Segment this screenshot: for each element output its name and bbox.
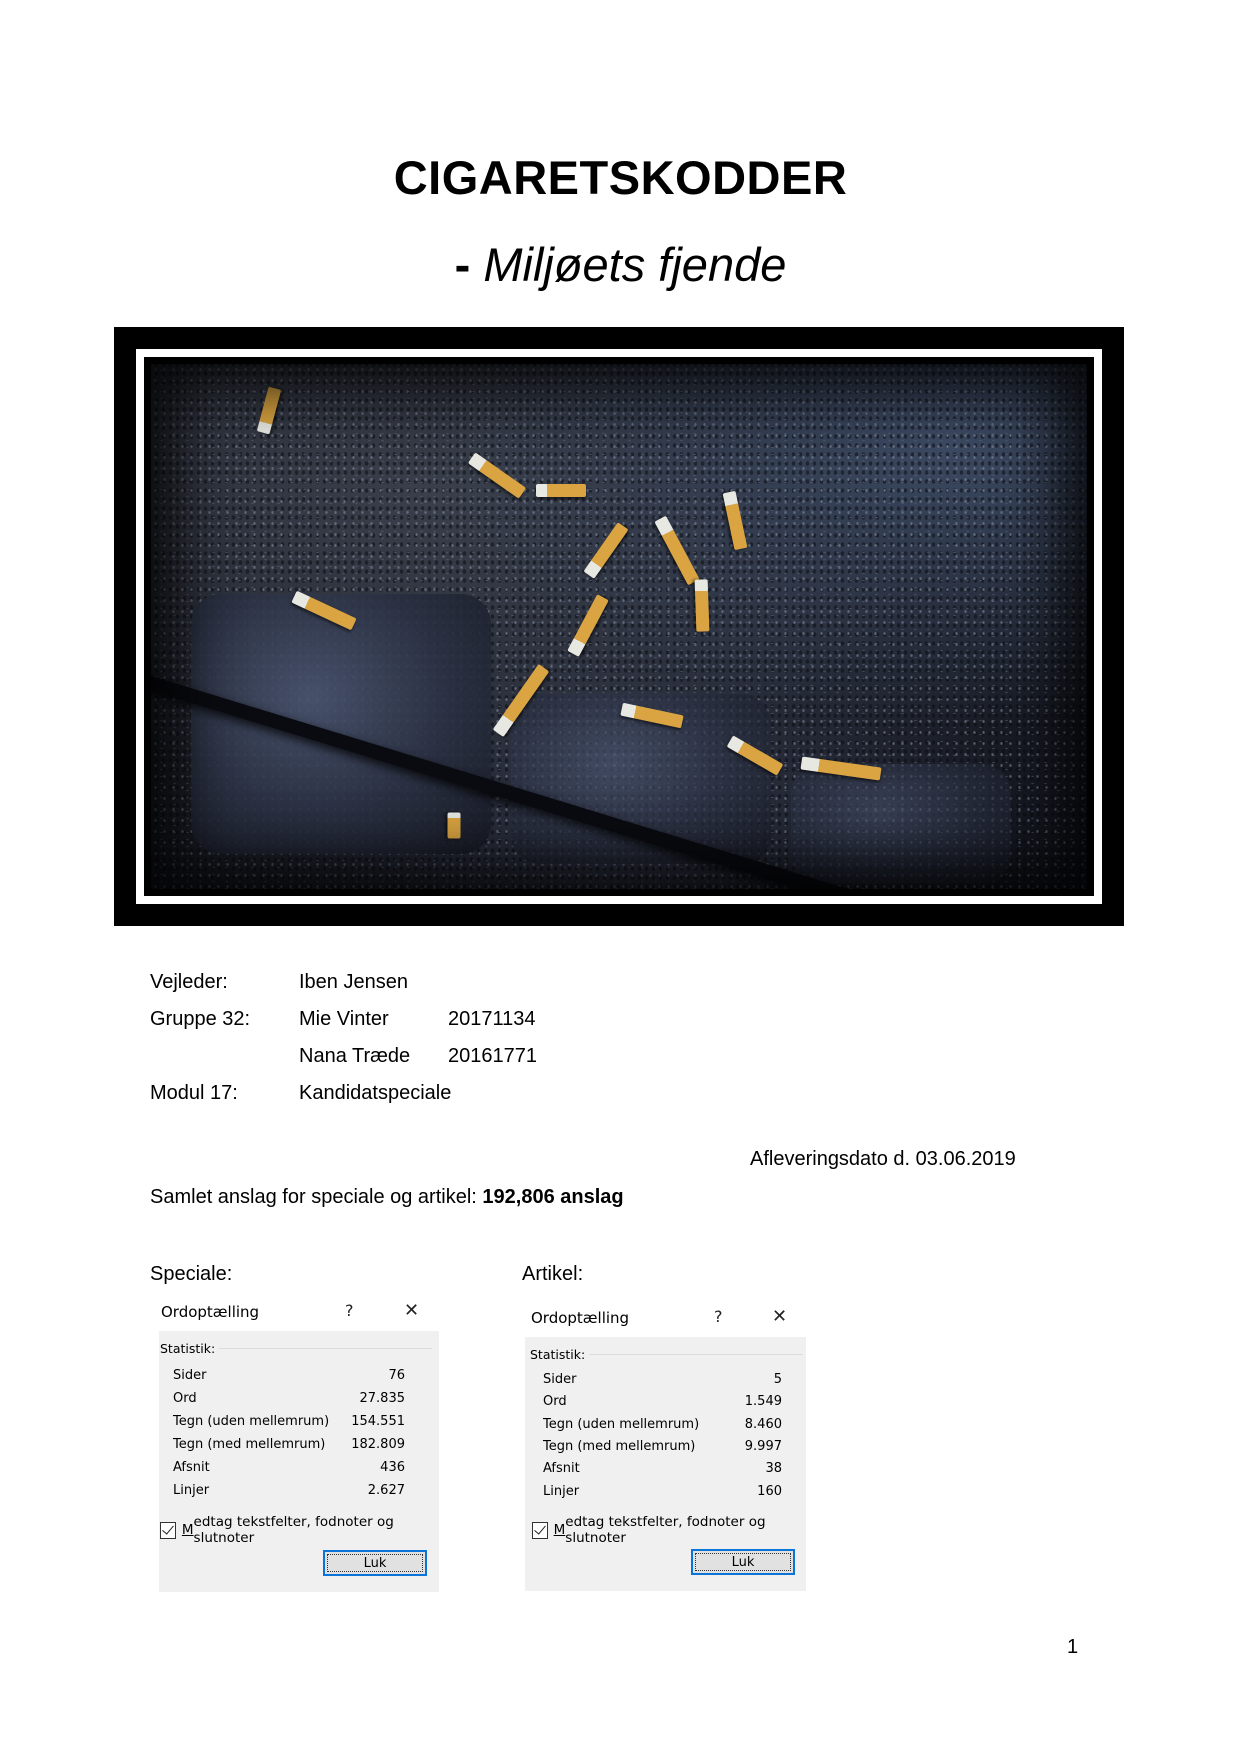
stat-row — [543, 1417, 782, 1439]
stat-key: Sider — [173, 1368, 207, 1383]
frame-inner-border — [144, 357, 1094, 896]
divider — [219, 1348, 432, 1349]
stat-value: 160 — [757, 1484, 782, 1499]
subtitle-dash: - — [454, 238, 471, 291]
stat-row — [173, 1368, 405, 1390]
document-title: CIGARETSKODDER — [393, 151, 848, 204]
stat-value: 27.835 — [359, 1391, 405, 1406]
word-count-dialog-artikel — [525, 1299, 806, 1591]
info-row-group-member — [150, 1038, 588, 1075]
document-subtitle — [0, 237, 1241, 293]
help-icon[interactable]: ? — [714, 1307, 723, 1326]
info-name: Mie Vinter — [299, 1008, 389, 1030]
stat-key: Afsnit — [173, 1460, 210, 1475]
stat-value: 154.551 — [351, 1414, 405, 1429]
close-button[interactable]: Luk — [691, 1549, 795, 1575]
stat-row — [173, 1437, 405, 1459]
stat-row — [173, 1483, 405, 1505]
section-label-speciale: Speciale: — [150, 1263, 233, 1285]
info-id: 20171134 — [448, 1008, 536, 1030]
stat-value: 76 — [388, 1368, 405, 1383]
stat-value: 1.549 — [744, 1394, 782, 1409]
dialog-title: Ordoptælling — [531, 1309, 630, 1327]
close-icon[interactable]: ✕ — [772, 1306, 788, 1327]
photo-vignette — [151, 364, 1087, 889]
dialog-titlebar — [525, 1299, 806, 1337]
checkbox-accesskey: M — [181, 1522, 194, 1538]
submission-date: Afleveringsdato d. 03.06.2019 — [750, 1148, 1016, 1170]
checkbox-checked-icon[interactable] — [160, 1522, 176, 1539]
stat-key: Tegn (uden mellemrum) — [543, 1417, 700, 1432]
subtitle-text: Miljøets fjende — [483, 238, 787, 291]
stat-value: 9.997 — [744, 1439, 782, 1454]
stat-row — [543, 1372, 782, 1394]
frame-white-band — [136, 349, 1102, 904]
total-character-count — [150, 1186, 624, 1209]
stat-value: 5 — [773, 1372, 782, 1387]
info-id — [448, 1075, 588, 1112]
stat-key: Linjer — [543, 1484, 580, 1499]
info-row-module — [150, 1075, 588, 1112]
info-label: Vejleder: — [150, 971, 228, 993]
stat-row — [543, 1439, 782, 1461]
checkbox-accesskey: M — [553, 1522, 566, 1538]
stat-row — [173, 1460, 405, 1482]
checkbox-checked-icon[interactable] — [532, 1522, 548, 1539]
close-button[interactable]: Luk — [323, 1550, 427, 1576]
info-name: Iben Jensen — [299, 971, 408, 993]
info-label — [150, 1038, 299, 1075]
dialog-titlebar — [159, 1293, 439, 1331]
stat-key: Tegn (med mellemrum) — [173, 1437, 326, 1452]
stat-key: Tegn (uden mellemrum) — [173, 1414, 330, 1429]
stat-key: Linjer — [173, 1483, 210, 1498]
info-id: 20161771 — [448, 1045, 537, 1067]
stat-row — [543, 1394, 782, 1416]
statistics-header — [160, 1341, 432, 1356]
checkbox-label: edtag tekstfelter, fodnoter og slutnoter — [565, 1514, 766, 1546]
dialog-body — [159, 1331, 439, 1592]
stat-key: Ord — [173, 1391, 197, 1406]
info-block — [150, 964, 588, 1112]
stat-row — [543, 1461, 782, 1483]
info-id — [448, 964, 588, 1001]
page-number: 1 — [1067, 1636, 1079, 1658]
info-row-supervisor — [150, 964, 588, 1001]
stat-value: 2.627 — [367, 1483, 405, 1498]
close-icon[interactable]: ✕ — [404, 1300, 420, 1321]
statistics-label: Statistik: — [160, 1341, 216, 1356]
help-icon[interactable]: ? — [345, 1301, 354, 1320]
stat-row — [173, 1414, 405, 1436]
info-row-group-member — [150, 1001, 588, 1038]
total-prefix: Samlet anslag for speciale og artikel: — [150, 1186, 483, 1208]
stat-key: Ord — [543, 1394, 567, 1409]
word-count-dialog-speciale — [159, 1293, 439, 1592]
stat-key: Tegn (med mellemrum) — [543, 1439, 696, 1454]
stat-key: Afsnit — [543, 1461, 580, 1476]
statistics-header — [530, 1347, 803, 1362]
stat-value: 182.809 — [351, 1437, 405, 1452]
info-name: Kandidatspeciale — [299, 1082, 452, 1104]
total-value: 192,806 anslag — [482, 1186, 624, 1208]
divider — [589, 1354, 803, 1355]
info-label: Modul 17: — [150, 1082, 238, 1104]
cover-image-frame — [114, 327, 1124, 926]
info-label: Gruppe 32: — [150, 1008, 251, 1030]
dialog-title: Ordoptælling — [161, 1303, 260, 1321]
statistics-label: Statistik: — [530, 1347, 586, 1362]
stat-row — [173, 1391, 405, 1413]
section-label-artikel: Artikel: — [522, 1263, 584, 1285]
stat-value: 38 — [765, 1461, 782, 1476]
dialog-body — [525, 1337, 806, 1591]
checkbox-label: edtag tekstfelter, fodnoter og slutnoter — [193, 1514, 394, 1546]
include-footnotes-checkbox[interactable] — [160, 1514, 439, 1546]
stat-row — [543, 1484, 782, 1506]
stat-key: Sider — [543, 1372, 577, 1387]
stat-value: 8.460 — [744, 1417, 782, 1432]
info-name: Nana Træde — [299, 1045, 411, 1067]
cover-photo — [151, 364, 1087, 889]
stat-value: 436 — [380, 1460, 405, 1475]
include-footnotes-checkbox[interactable] — [532, 1514, 806, 1546]
